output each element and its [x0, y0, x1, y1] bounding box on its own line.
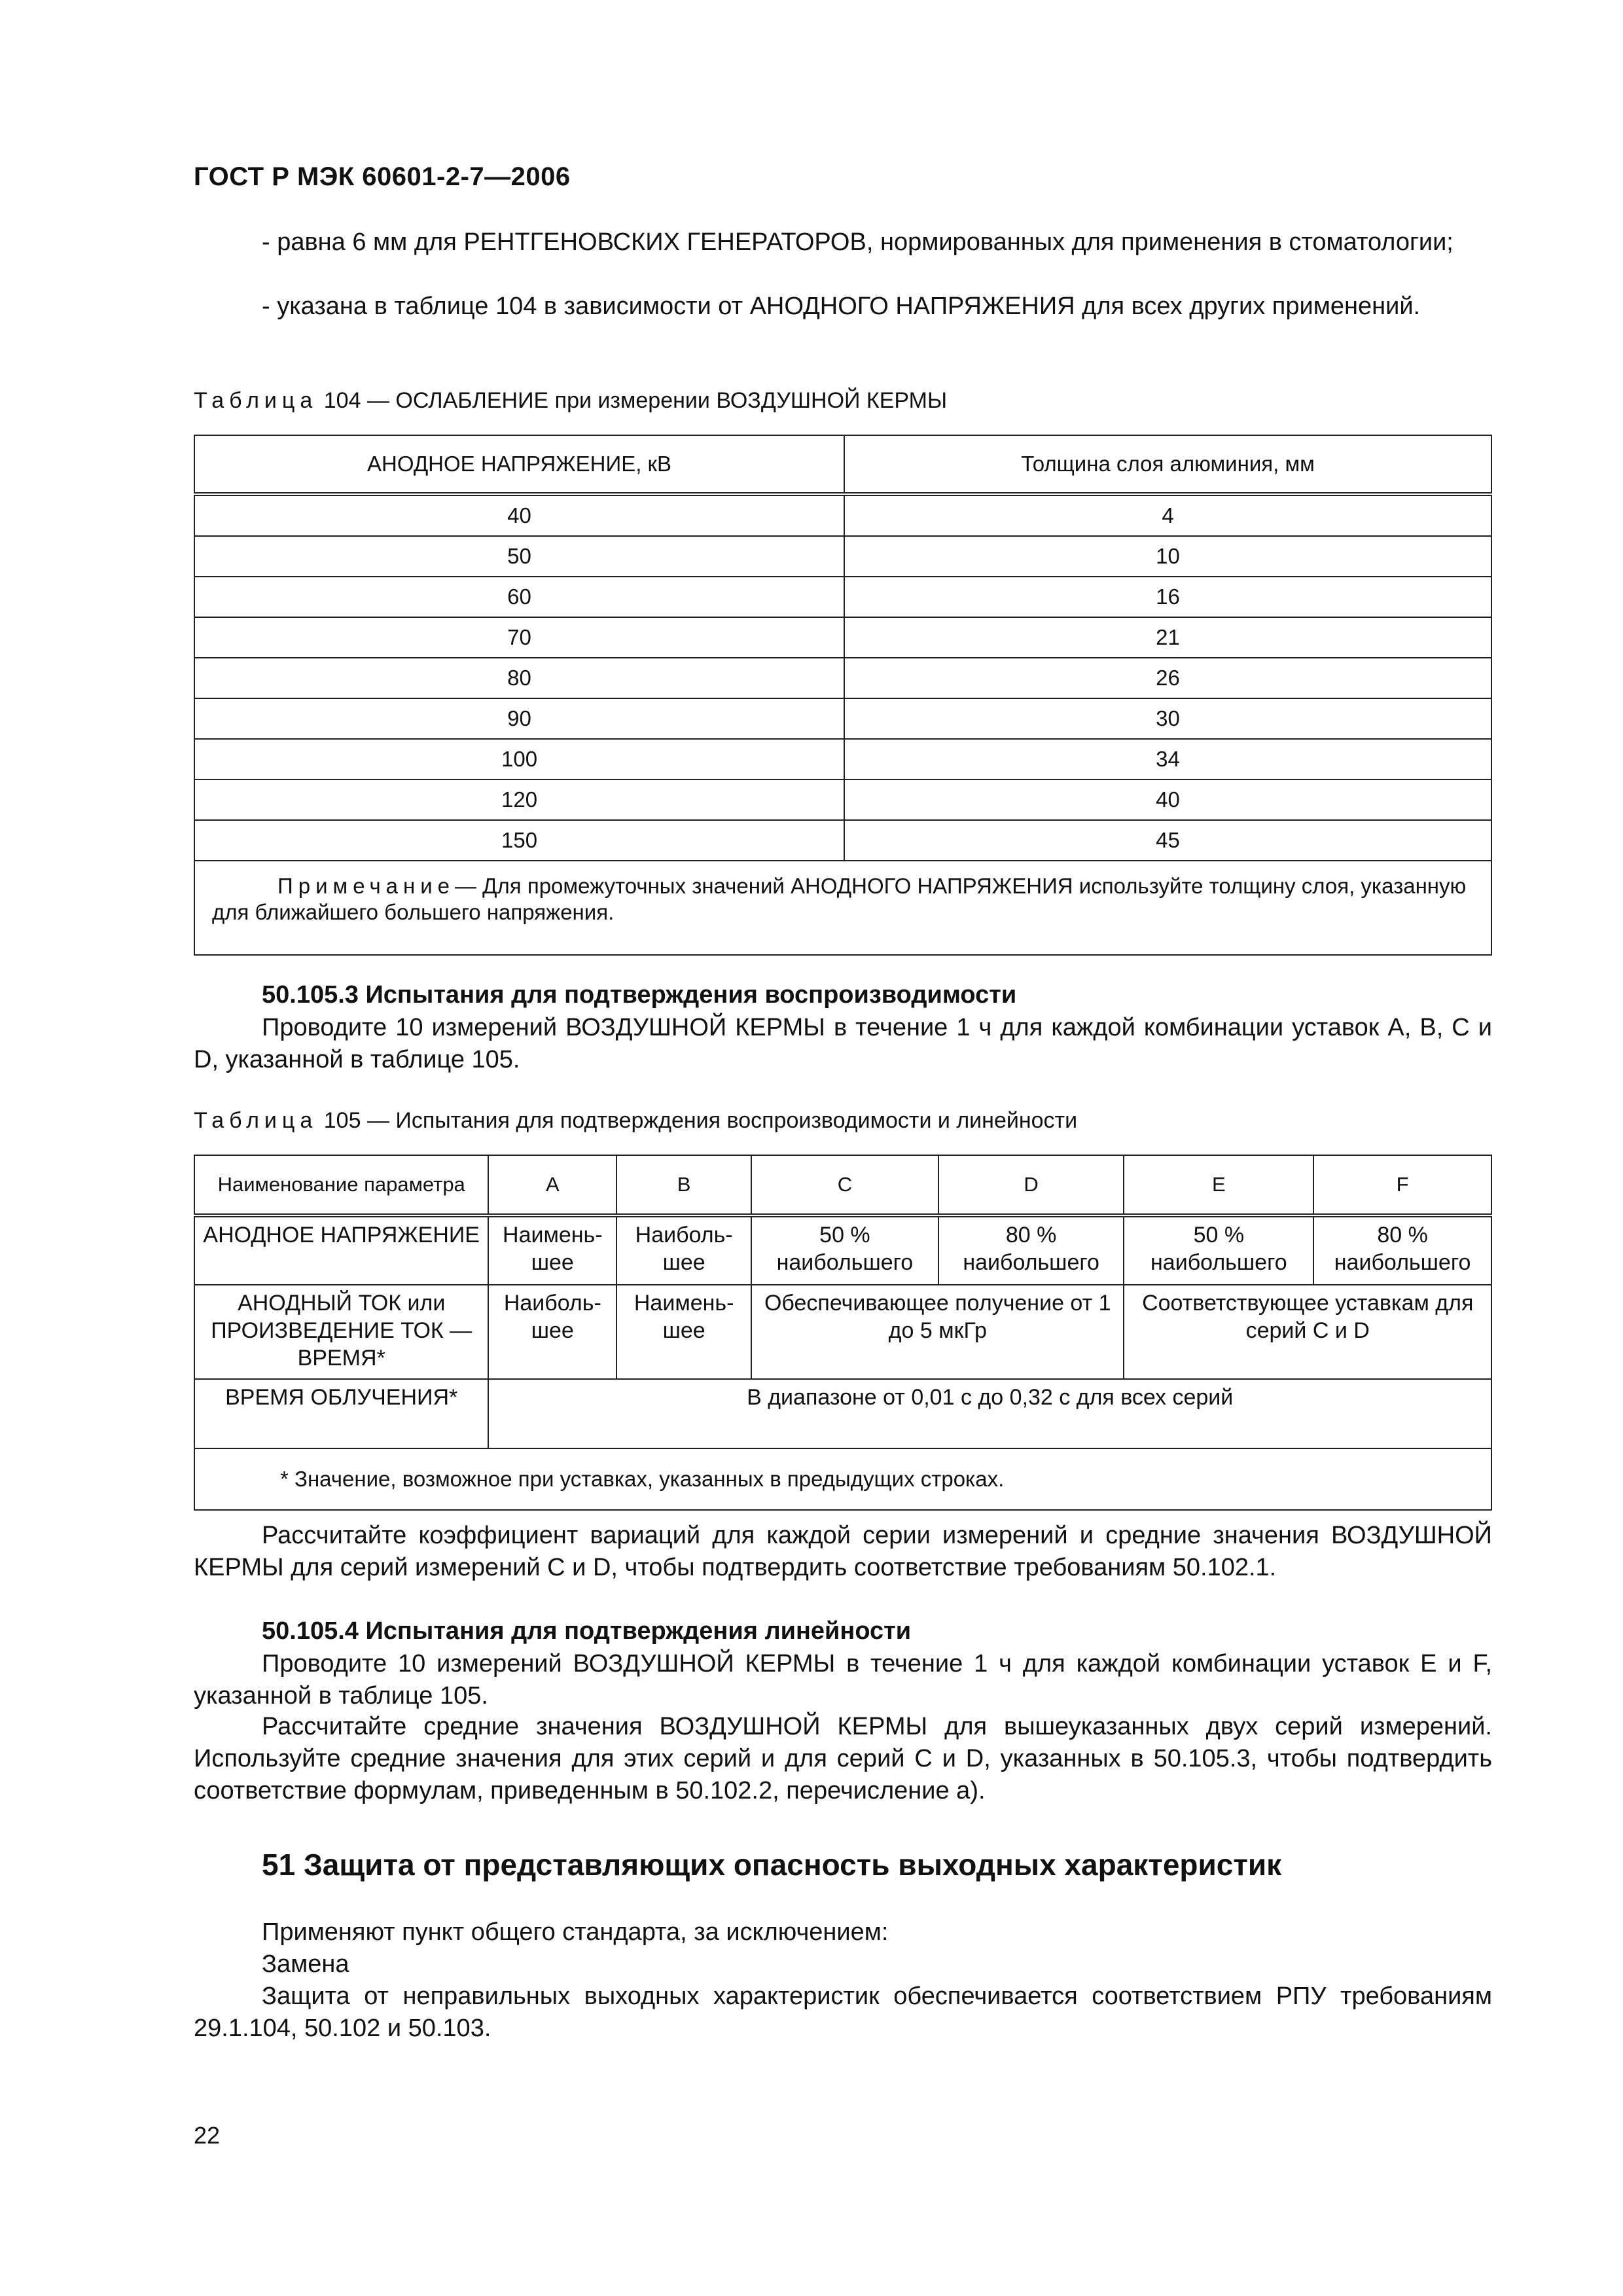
table-caption [194, 387, 947, 414]
table-header-row [194, 1155, 1491, 1215]
column-header-voltage: АНОДНОЕ НАПРЯЖЕНИЕ, кВ [194, 435, 844, 494]
column-header: A [488, 1155, 616, 1215]
paragraph: Замена [262, 1950, 349, 1978]
caption-prefix: Таблица [194, 388, 318, 413]
paragraph: Применяют пункт общего стандарта, за исключением: [262, 1918, 889, 1946]
column-header: Наименование параметра [194, 1155, 488, 1215]
note-label: Примечание [277, 874, 455, 898]
cell-thickness: 45 [844, 820, 1491, 861]
paragraph: Защита от неправильных выходных характеристик обеспечивается соответствием РПУ требованиям 29.1.104, 50.102 и 50.103. [194, 1982, 1492, 2042]
caption-text: 104 — ОСЛАБЛЕНИЕ при измерении ВОЗДУШНОЙ КЕРМЫ [323, 388, 948, 413]
table-row [194, 658, 1491, 698]
table-cell: Наиболь-шее [488, 1285, 616, 1379]
section-title-50-105-4: 50.105.4 Испытания для подтверждения линейности [262, 1617, 912, 1645]
cell-voltage: 40 [194, 494, 844, 536]
table-caption [194, 1107, 1077, 1134]
cell-voltage: 150 [194, 820, 844, 861]
table-header-row [194, 435, 1491, 494]
cell-thickness: 4 [844, 494, 1491, 536]
table-cell: В диапазоне от 0,01 с до 0,32 с для всех серий [488, 1379, 1491, 1448]
parameter-name: АНОДНЫЙ ТОК или ПРОИЗВЕДЕНИЕ ТОК — ВРЕМЯ* [194, 1285, 488, 1379]
table-cell: 80 % наибольшего [938, 1215, 1124, 1285]
table-row [194, 577, 1491, 617]
column-header: C [751, 1155, 938, 1215]
table-104 [194, 435, 1492, 956]
cell-thickness: 40 [844, 780, 1491, 820]
table-note-row [194, 861, 1491, 955]
page-number: 22 [194, 2122, 221, 2149]
column-header-thickness: Толщина слоя алюминия, мм [844, 435, 1491, 494]
column-header: F [1313, 1155, 1491, 1215]
caption-text: 105 — Испытания для подтверждения воспроизводимости и линейности [323, 1108, 1078, 1133]
table-row [194, 1215, 1491, 1285]
table-row [194, 739, 1491, 780]
note-text: — Для промежуточных значений АНОДНОГО НАПРЯЖЕНИЯ используйте толщину слоя, указанную для ближайшего большего напряжения. [212, 874, 1467, 924]
table-footnote-row [194, 1448, 1491, 1510]
cell-thickness: 26 [844, 658, 1491, 698]
table-cell: Наиболь-шее [616, 1215, 751, 1285]
table-row [194, 494, 1491, 536]
cell-voltage: 100 [194, 739, 844, 780]
cell-voltage: 50 [194, 536, 844, 577]
paragraph: Рассчитайте средние значения ВОЗДУШНОЙ КЕРМЫ для вышеуказанных двух серий измерений. Используйте средние значения для этих серий и для серий C и D, указанных в 50.105.3, чтобы подтвердить соответствие формулам, приведенным в 50.102.2, перечисление а). [194, 1713, 1492, 1804]
table-row [194, 1285, 1491, 1379]
cell-voltage: 60 [194, 577, 844, 617]
paragraph: Рассчитайте коэффициент вариаций для каждой серии измерений и средние значения ВОЗДУШНОЙ КЕРМЫ для серий измерений C и D, чтобы подтвердить соответствие требованиям 50.102.1. [194, 1522, 1492, 1581]
column-header: B [616, 1155, 751, 1215]
cell-voltage: 70 [194, 617, 844, 658]
parameter-name: АНОДНОЕ НАПРЯЖЕНИЕ [194, 1215, 488, 1285]
table-cell: 80 % наибольшего [1313, 1215, 1491, 1285]
table-note [194, 861, 1491, 955]
table-cell: Соответствующее уставкам для серий C и D [1124, 1285, 1491, 1379]
column-header: E [1124, 1155, 1313, 1215]
column-header: D [938, 1155, 1124, 1215]
table-row [194, 820, 1491, 861]
cell-voltage: 90 [194, 698, 844, 739]
table-cell: Наимень-шее [488, 1215, 616, 1285]
table-footnote: * Значение, возможное при уставках, указанных в предыдущих строках. [194, 1448, 1491, 1510]
cell-thickness: 10 [844, 536, 1491, 577]
caption-prefix: Таблица [194, 1108, 318, 1133]
document-header: ГОСТ Р МЭК 60601-2-7—2006 [194, 162, 571, 191]
cell-thickness: 21 [844, 617, 1491, 658]
cell-thickness: 34 [844, 739, 1491, 780]
section-title-50-105-3: 50.105.3 Испытания для подтверждения воспроизводимости [262, 981, 1017, 1009]
table-cell: 50 % наибольшего [751, 1215, 938, 1285]
paragraph: Проводите 10 измерений ВОЗДУШНОЙ КЕРМЫ в течение 1 ч для каждой комбинации уставок E и F, указанной в таблице 105. [194, 1650, 1492, 1710]
paragraph: Проводите 10 измерений ВОЗДУШНОЙ КЕРМЫ в течение 1 ч для каждой комбинации уставок A, B, C и D, указанной в таблице 105. [194, 1014, 1492, 1073]
parameter-name: ВРЕМЯ ОБЛУЧЕНИЯ* [194, 1379, 488, 1448]
list-item: - равна 6 мм для РЕНТГЕНОВСКИХ ГЕНЕРАТОРОВ, нормированных для применения в стоматологии; [262, 228, 1454, 256]
table-row [194, 780, 1491, 820]
table-row [194, 617, 1491, 658]
table-row [194, 1379, 1491, 1448]
cell-thickness: 16 [844, 577, 1491, 617]
table-cell: Наимень-шее [616, 1285, 751, 1379]
list-item: - указана в таблице 104 в зависимости от АНОДНОГО НАПРЯЖЕНИЯ для всех других применений. [262, 293, 1421, 320]
table-row [194, 698, 1491, 739]
table-105 [194, 1155, 1492, 1511]
table-cell: Обеспечивающее получение от 1 до 5 мкГр [751, 1285, 1124, 1379]
table-row [194, 536, 1491, 577]
section-title-51: 51 Защита от представляющих опасность выходных характеристик [262, 1848, 1282, 1882]
cell-voltage: 120 [194, 780, 844, 820]
cell-voltage: 80 [194, 658, 844, 698]
table-cell: 50 % наибольшего [1124, 1215, 1313, 1285]
cell-thickness: 30 [844, 698, 1491, 739]
